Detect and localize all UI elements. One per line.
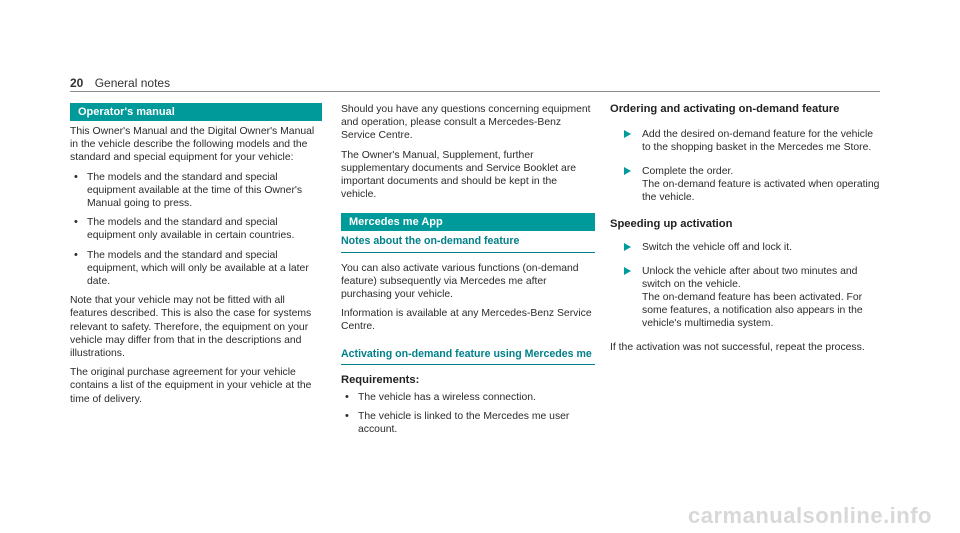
- page-number: 20: [70, 76, 84, 90]
- purchase-agreement-paragraph: The original purchase agreement for your vehicle contains a list of the equipment in your vehicle at the time of delivery.: [70, 367, 312, 405]
- requirements-heading: Requirements:: [341, 373, 420, 386]
- list-item: • The vehicle is linked to the Mercedes me user account.: [345, 410, 570, 436]
- activation-failed-paragraph: If the activation was not successful, repeat the process.: [610, 341, 865, 353]
- section-banner-mercedes-me-app: Mercedes me App: [341, 213, 595, 231]
- step-arrow-icon: [624, 267, 631, 275]
- column-right: [610, 103, 880, 360]
- requirements-list: [341, 391, 595, 437]
- step-item: Switch the vehicle off and lock it.: [610, 241, 880, 254]
- column-middle: [341, 103, 595, 443]
- step-result: The on-demand feature is activated when operating the vehicle.: [642, 178, 880, 204]
- models-bullet-list: [70, 171, 322, 289]
- subheading-activating-on-demand: Activating on-demand feature using Mercedes me: [341, 348, 595, 365]
- heading-speeding-up: Speeding up activation: [610, 218, 733, 231]
- list-item: • The vehicle has a wireless connection.: [345, 391, 536, 404]
- step-arrow-icon: [624, 243, 631, 251]
- bullet-icon: •: [345, 391, 349, 404]
- bullet-icon: •: [74, 216, 78, 229]
- equipment-note-paragraph: Note that your vehicle may not be fitted with all features described. This is also the case for systems relevant to safety. Therefore, the equipment on your vehicle may differ from that in the descriptions and illustrations.: [70, 295, 312, 360]
- step-item: Unlock the vehicle after about two minutes and switch on the vehicle. The on-demand feature has been activated. For some features, a notification also appears in the vehicle's multimedia system.: [610, 265, 880, 331]
- column-left: [70, 103, 322, 412]
- page-header: [70, 76, 170, 90]
- service-centre-paragraph: Information is available at any Mercedes-Benz Service Centre.: [341, 308, 592, 333]
- documents-paragraph: The Owner's Manual, Supplement, further supplementary documents and Service Booklet are important documents and should be kept in the vehicle.: [341, 149, 577, 201]
- section-banner-operators-manual: Operator's manual: [70, 103, 322, 121]
- step-result: The on-demand feature has been activated. For some features, a notification also appears in the vehicle's multimedia system.: [642, 292, 863, 330]
- section-title: General notes: [94, 76, 171, 90]
- list-item: • The models and the standard and special equipment, which will only be available at a later date.: [74, 248, 309, 288]
- list-item: • The models and the standard and special equipment available at the time of this Owner's Manual going to press.: [74, 170, 303, 210]
- questions-paragraph: Should you have any questions concerning equipment and operation, please consult a Mercedes-Benz Service Centre.: [341, 104, 591, 142]
- list-item: • The models and the standard and special equipment only available in certain countries.: [74, 216, 295, 242]
- bullet-icon: •: [74, 248, 78, 261]
- step-item: Complete the order. The on-demand feature is activated when operating the vehicle.: [610, 165, 880, 205]
- bullet-icon: •: [345, 410, 349, 423]
- step-arrow-icon: [624, 167, 631, 175]
- header-divider: [70, 91, 880, 92]
- heading-ordering-activating: Ordering and activating on-demand feature: [610, 103, 840, 115]
- subheading-on-demand-notes: Notes about the on-demand feature: [341, 235, 595, 252]
- step-item: Add the desired on-demand feature for the vehicle to the shopping basket in the Mercedes me Store.: [610, 128, 880, 154]
- activate-functions-paragraph: You can also activate various functions (on-demand feature) subsequently via Mercedes me after purchasing your vehicle.: [341, 262, 579, 301]
- intro-paragraph: This Owner's Manual and the Digital Owner's Manual in the vehicle describe the following models and the standard and special equipment for your vehicle:: [70, 126, 315, 164]
- bullet-icon: •: [74, 170, 78, 183]
- step-arrow-icon: [624, 130, 631, 138]
- watermark: carmanualsonline.info: [688, 503, 932, 528]
